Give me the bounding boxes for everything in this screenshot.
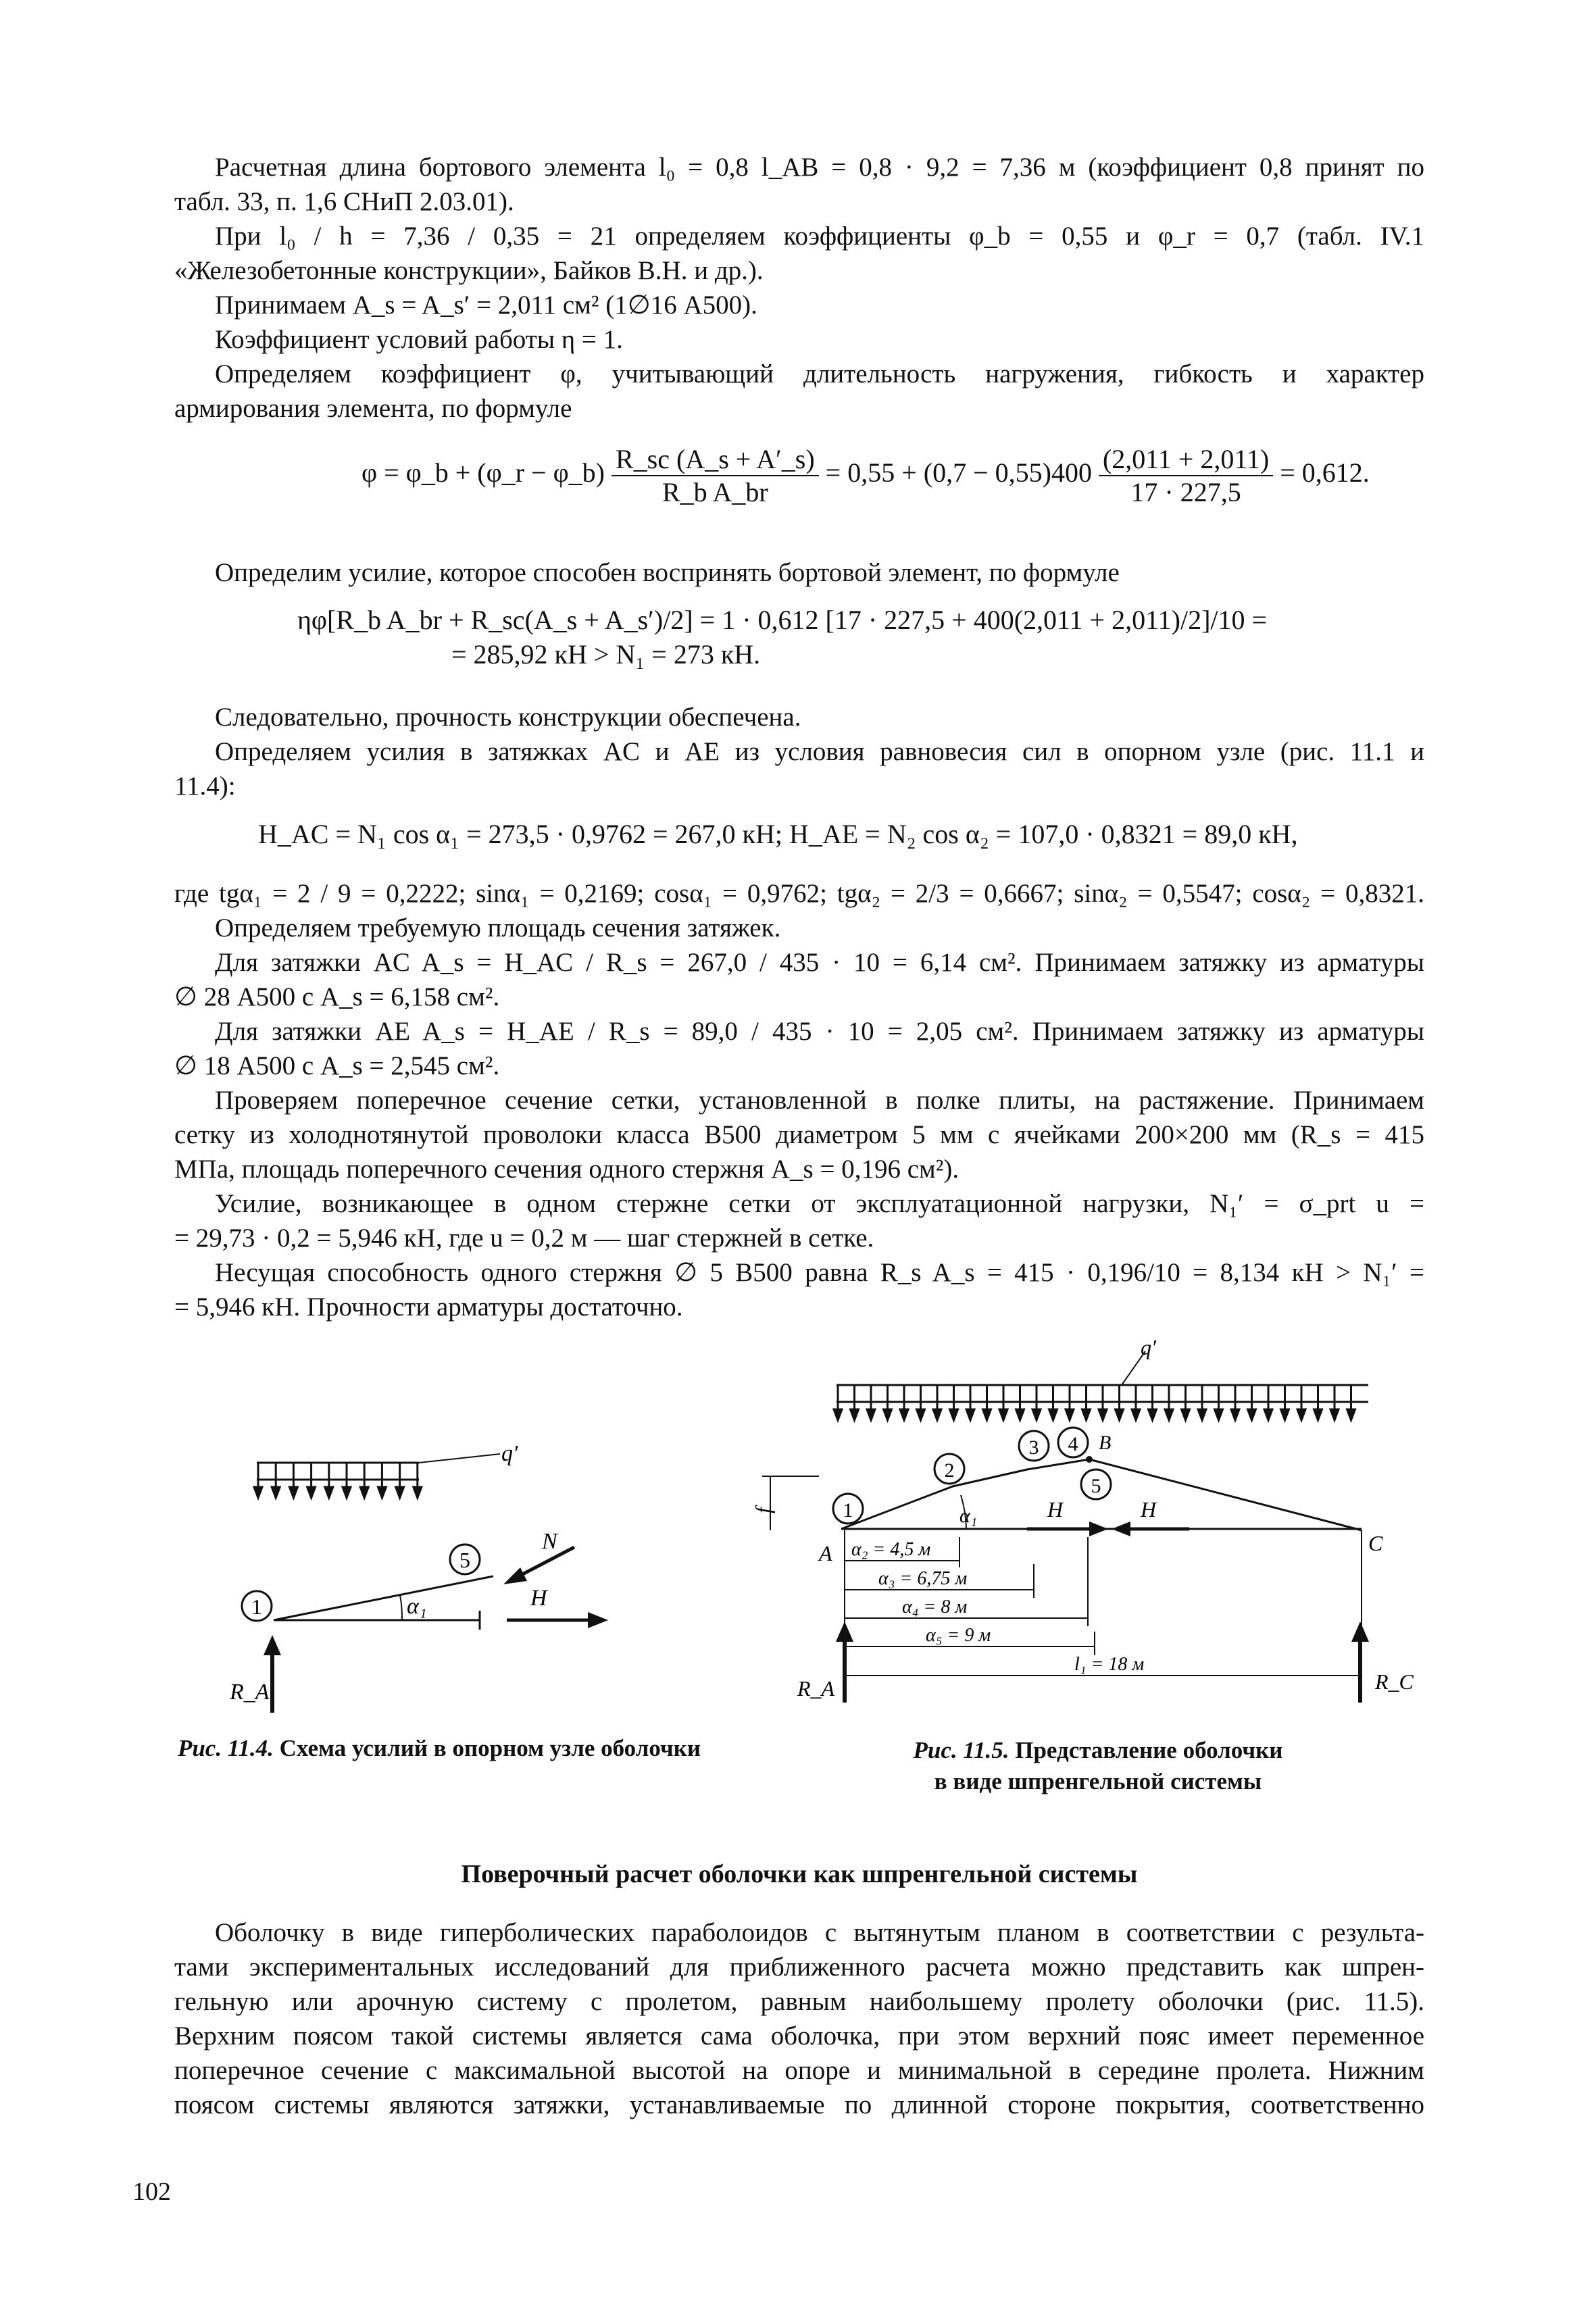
load-arrowhead (1132, 1409, 1140, 1420)
formula-phi-frac2 (1099, 443, 1273, 508)
label-H-right: H (1141, 1497, 1157, 1521)
text-line: Проверяем поперечное сечение сетки, установленной в полке плиты, на растяжение. Принимаем (215, 1086, 1424, 1115)
load-arrowhead (1116, 1409, 1124, 1420)
text-line: = 5,946 кН. Прочности арматуры достаточно. (174, 1292, 683, 1322)
text-line: Расчетная длина бортового элемента l₀ = 0,8 l_AB = 0,8 · 9,2 = 7,36 м (коэффициент 0,8 принят по (215, 153, 1424, 182)
load-arrowhead (983, 1409, 991, 1420)
text-line: Определяем требуемую площадь сечения затяжек. (215, 913, 781, 942)
load-arrowhead (950, 1409, 958, 1420)
load-arrowhead (272, 1487, 280, 1498)
load-arrowhead (851, 1409, 859, 1420)
load-arrowhead (1165, 1409, 1173, 1420)
load-arrowhead (1198, 1409, 1206, 1420)
load-arrowhead (1066, 1409, 1074, 1420)
section-heading: Поверочный расчет оболочки как шпренгельной системы (461, 1860, 1138, 1888)
caption-label: Рис. 11.4. (177, 1735, 274, 1761)
load-arrowhead (1182, 1409, 1190, 1420)
label-q-prime: q′ (501, 1441, 518, 1466)
load-arrowhead (1215, 1409, 1223, 1420)
paragraph-11 (174, 945, 1424, 1014)
label-RA: R_A (797, 1676, 835, 1701)
figure-11-5 (751, 1334, 1439, 1713)
load-arrowhead (254, 1487, 262, 1498)
caption-label: Рис. 11.5. (913, 1737, 1009, 1763)
text-line: «Железобетонные конструкции», Байков В.Н. и др.). (174, 256, 764, 285)
text-line: МПа, площадь поперечного сечения одного стержня A_s = 0,196 см²). (174, 1155, 959, 1184)
label-f: f (751, 1507, 775, 1513)
load-arrowhead (1049, 1409, 1057, 1420)
dim-a2: α₂ = 4,5 м (851, 1539, 931, 1560)
dim-a3: α₃ = 6,75 м (878, 1568, 968, 1589)
formula-h-text: H_AC = N₁ cos α₁ = 273,5 · 0,9762 = 267,0 кН; H_AE = N₂ cos α₂ = 107,0 · 0,8321 = 89,0 кН, (258, 819, 1298, 849)
text-line: табл. 33, п. 1,6 СНиП 2.03.01). (174, 187, 514, 216)
paragraph-2 (174, 219, 1424, 288)
load-arrowhead (1032, 1409, 1041, 1420)
formula-phi-num1: R_sc (A_s + A′_s) (612, 443, 819, 476)
paragraph-3 (174, 288, 1424, 322)
figure-11-5-caption (821, 1735, 1375, 1797)
text-line: ∅ 28 А500 с A_s = 6,158 см². (174, 982, 500, 1011)
formula-phi-den2: 17 · 227,5 (1130, 477, 1241, 507)
text-line: Определяем усилия в затяжках AC и AE из условия равновесия сил в опорном узле (рис. 11.1 и (215, 737, 1424, 766)
label-RA: R_A (230, 1680, 270, 1705)
text-line: Следовательно, прочность конструкции обеспечена. (215, 703, 801, 732)
text-line: где tgα₁ = 2 / 9 = 0,2222; sinα₁ = 0,2169; cosα₁ = 0,9762; tgα₂ = 2/3 = 0,6667; sinα₂ = 0,5547; cosα₂ = 0,8321. (174, 879, 1424, 908)
formula-phi-right: = 0,612. (1280, 457, 1370, 488)
load-arrowhead (343, 1487, 351, 1498)
text-line: сетку из холоднотянутой проволоки класса В500 диаметром 5 мм с ячейками 200×200 мм (R_s = 415 (174, 1120, 1424, 1149)
paragraph-8 (174, 734, 1424, 803)
load-arrowhead (834, 1409, 842, 1420)
load-arrowhead (1231, 1409, 1239, 1420)
label-alpha1: α₁ (407, 1594, 427, 1619)
caption-text: Представление оболочки (1015, 1737, 1283, 1763)
text-line: Несущая способность одного стержня ∅ 5 В500 равна R_s A_s = 415 · 0,196/10 = 8,134 кН > N₁′ = (215, 1258, 1424, 1287)
load-arrowhead (1082, 1409, 1091, 1420)
formula-phi-num2: (2,011 + 2,011) (1099, 443, 1273, 476)
node-label-1: 1 (843, 1499, 853, 1521)
figure-11-4-caption (149, 1735, 730, 1762)
caption-text: Схема усилий в опорном узле оболочки (279, 1735, 701, 1761)
paragraph-5 (174, 357, 1424, 426)
load-arrowhead (360, 1487, 368, 1498)
formula-phi-left: φ = φ_b + (φ_r − φ_b) (361, 457, 605, 488)
load-arrowhead (999, 1409, 1007, 1420)
formula-force-line2: = 285,92 кН > N₁ = 273 кН. (451, 639, 761, 670)
load-arrowhead (1248, 1409, 1256, 1420)
text-line: Определяем коэффициент φ, учитывающий длительность нагружения, гибкость и характер (215, 359, 1424, 388)
text-line: 11.4): (174, 772, 236, 801)
node-label-4: 4 (1068, 1433, 1078, 1455)
formula-force (297, 603, 1267, 672)
caption-text: в виде шпренгельной системы (934, 1768, 1262, 1794)
load-arrowhead (325, 1487, 333, 1498)
load-arrowhead (917, 1409, 925, 1420)
text-line: При l₀ / h = 7,36 / 0,35 = 21 определяем коэффициенты φ_b = 0,55 и φ_r = 0,7 (табл. IV.1 (215, 222, 1424, 251)
node-label-5: 5 (459, 1548, 470, 1572)
text-line: поперечное сечение с максимальной высотой на опоре и минимальной в середине пролета. Нижним (174, 2056, 1424, 2085)
formula-phi-mid: = 0,55 + (0,7 − 0,55)400 (825, 457, 1092, 488)
load-arrowhead (1264, 1409, 1272, 1420)
dim-l1: l₁ = 18 м (1074, 1654, 1145, 1675)
page-number: 102 (132, 2178, 171, 2206)
figure-11-4 (230, 1441, 635, 1730)
text-line: Для затяжки AC A_s = H_AC / R_s = 267,0 / 435 · 10 = 6,14 см². Принимаем затяжку из арматуры (215, 948, 1424, 977)
node-label-3: 3 (1028, 1436, 1039, 1459)
paragraph-16 (174, 1915, 1424, 2122)
paragraph-6 (174, 555, 1424, 590)
load-arrowhead (1297, 1409, 1305, 1420)
formula-phi (361, 443, 1370, 508)
paragraph-1 (174, 150, 1424, 219)
paragraph-13 (174, 1083, 1424, 1186)
paragraph-7 (174, 700, 1424, 734)
load-arrowhead (414, 1487, 422, 1498)
text-line: армирования элемента, по формуле (174, 394, 572, 423)
load-arrowhead (966, 1409, 974, 1420)
paragraph-15 (174, 1255, 1424, 1324)
label-H-left: H (1047, 1497, 1064, 1521)
load-arrowhead (867, 1409, 875, 1420)
load-arrowhead (396, 1487, 404, 1498)
load-arrowhead (1016, 1409, 1024, 1420)
formula-force-line1: ηφ[R_b A_br + R_sc(A_s + A_s′)/2] = 1 · 0,612 [17 · 227,5 + 400(2,011 + 2,011)/2]/10 = (297, 605, 1268, 635)
label-C: C (1368, 1531, 1383, 1555)
paragraph-9 (174, 876, 1424, 911)
dim-a5: α₅ = 9 м (926, 1625, 991, 1646)
paragraph-4 (174, 322, 1424, 357)
text-line: тами экспериментальных исследований для приближенного расчета можно представить как шпрен- (174, 1953, 1424, 1982)
dim-a4: α₄ = 8 м (902, 1596, 968, 1617)
text-line: гельную или арочную систему с пролетом, равным наибольшему пролету оболочки (рис. 11.5). (174, 1987, 1424, 2016)
text-line: Верхним поясом такой системы является сама оболочка, при этом верхний пояс имеет переменное (174, 2021, 1424, 2051)
text-line: Оболочку в виде гиперболических параболоидов с вытянутым планом в соответствии с результа- (215, 1918, 1424, 1947)
text-line: поясом системы являются затяжки, устанавливаемые по длинной стороне покрытия, соответственно (174, 2090, 1424, 2119)
load-arrowhead (1099, 1409, 1107, 1420)
label-q-prime: q′ (1141, 1335, 1156, 1359)
load-arrowhead (289, 1487, 297, 1498)
node-label-5: 5 (1091, 1475, 1101, 1497)
label-N: N (542, 1529, 557, 1554)
load-arrowhead (1347, 1409, 1355, 1420)
formula-h (258, 818, 1298, 850)
load-arrowhead (1149, 1409, 1157, 1420)
load-arrowhead (933, 1409, 941, 1420)
load-arrowhead (378, 1487, 386, 1498)
paragraph-10 (174, 911, 1424, 945)
load-arrowhead (1330, 1409, 1339, 1420)
text-line: Усилие, возникающее в одном стержне сетки от эксплуатационной нагрузки, N₁′ = σ_prt u = (215, 1189, 1424, 1218)
label-RC: R_C (1375, 1669, 1414, 1694)
paragraph-14 (174, 1186, 1424, 1255)
paragraph-12 (174, 1014, 1424, 1083)
load-arrowhead (1281, 1409, 1289, 1420)
text-line: = 29,73 · 0,2 = 5,946 кН, где u = 0,2 м — шаг стержней в сетке. (174, 1224, 874, 1253)
label-B: B (1099, 1432, 1112, 1454)
load-arrowhead (1314, 1409, 1322, 1420)
text-line: ∅ 18 А500 с A_s = 2,545 см². (174, 1051, 500, 1080)
formula-phi-frac1 (612, 443, 819, 508)
label-alpha1: α₁ (959, 1505, 978, 1527)
label-A: A (819, 1541, 832, 1565)
load-arrowhead (307, 1487, 316, 1498)
node-label-2: 2 (944, 1459, 955, 1482)
load-arrowhead (900, 1409, 908, 1420)
formula-phi-den1: R_b A_br (662, 477, 768, 507)
label-H: H (530, 1586, 547, 1611)
text-line: Определим усилие, которое способен воспринять бортовой элемент, по формуле (215, 558, 1120, 587)
node-label-1: 1 (251, 1594, 262, 1619)
text-line: Для затяжки AE A_s = H_AE / R_s = 89,0 / 435 · 10 = 2,05 см². Принимаем затяжку из арматуры (215, 1017, 1424, 1046)
text-line: Принимаем A_s = A_s′ = 2,011 см² (1∅16 А500). (215, 291, 757, 320)
load-arrowhead (884, 1409, 892, 1420)
text-line: Коэффициент условий работы η = 1. (215, 325, 623, 354)
